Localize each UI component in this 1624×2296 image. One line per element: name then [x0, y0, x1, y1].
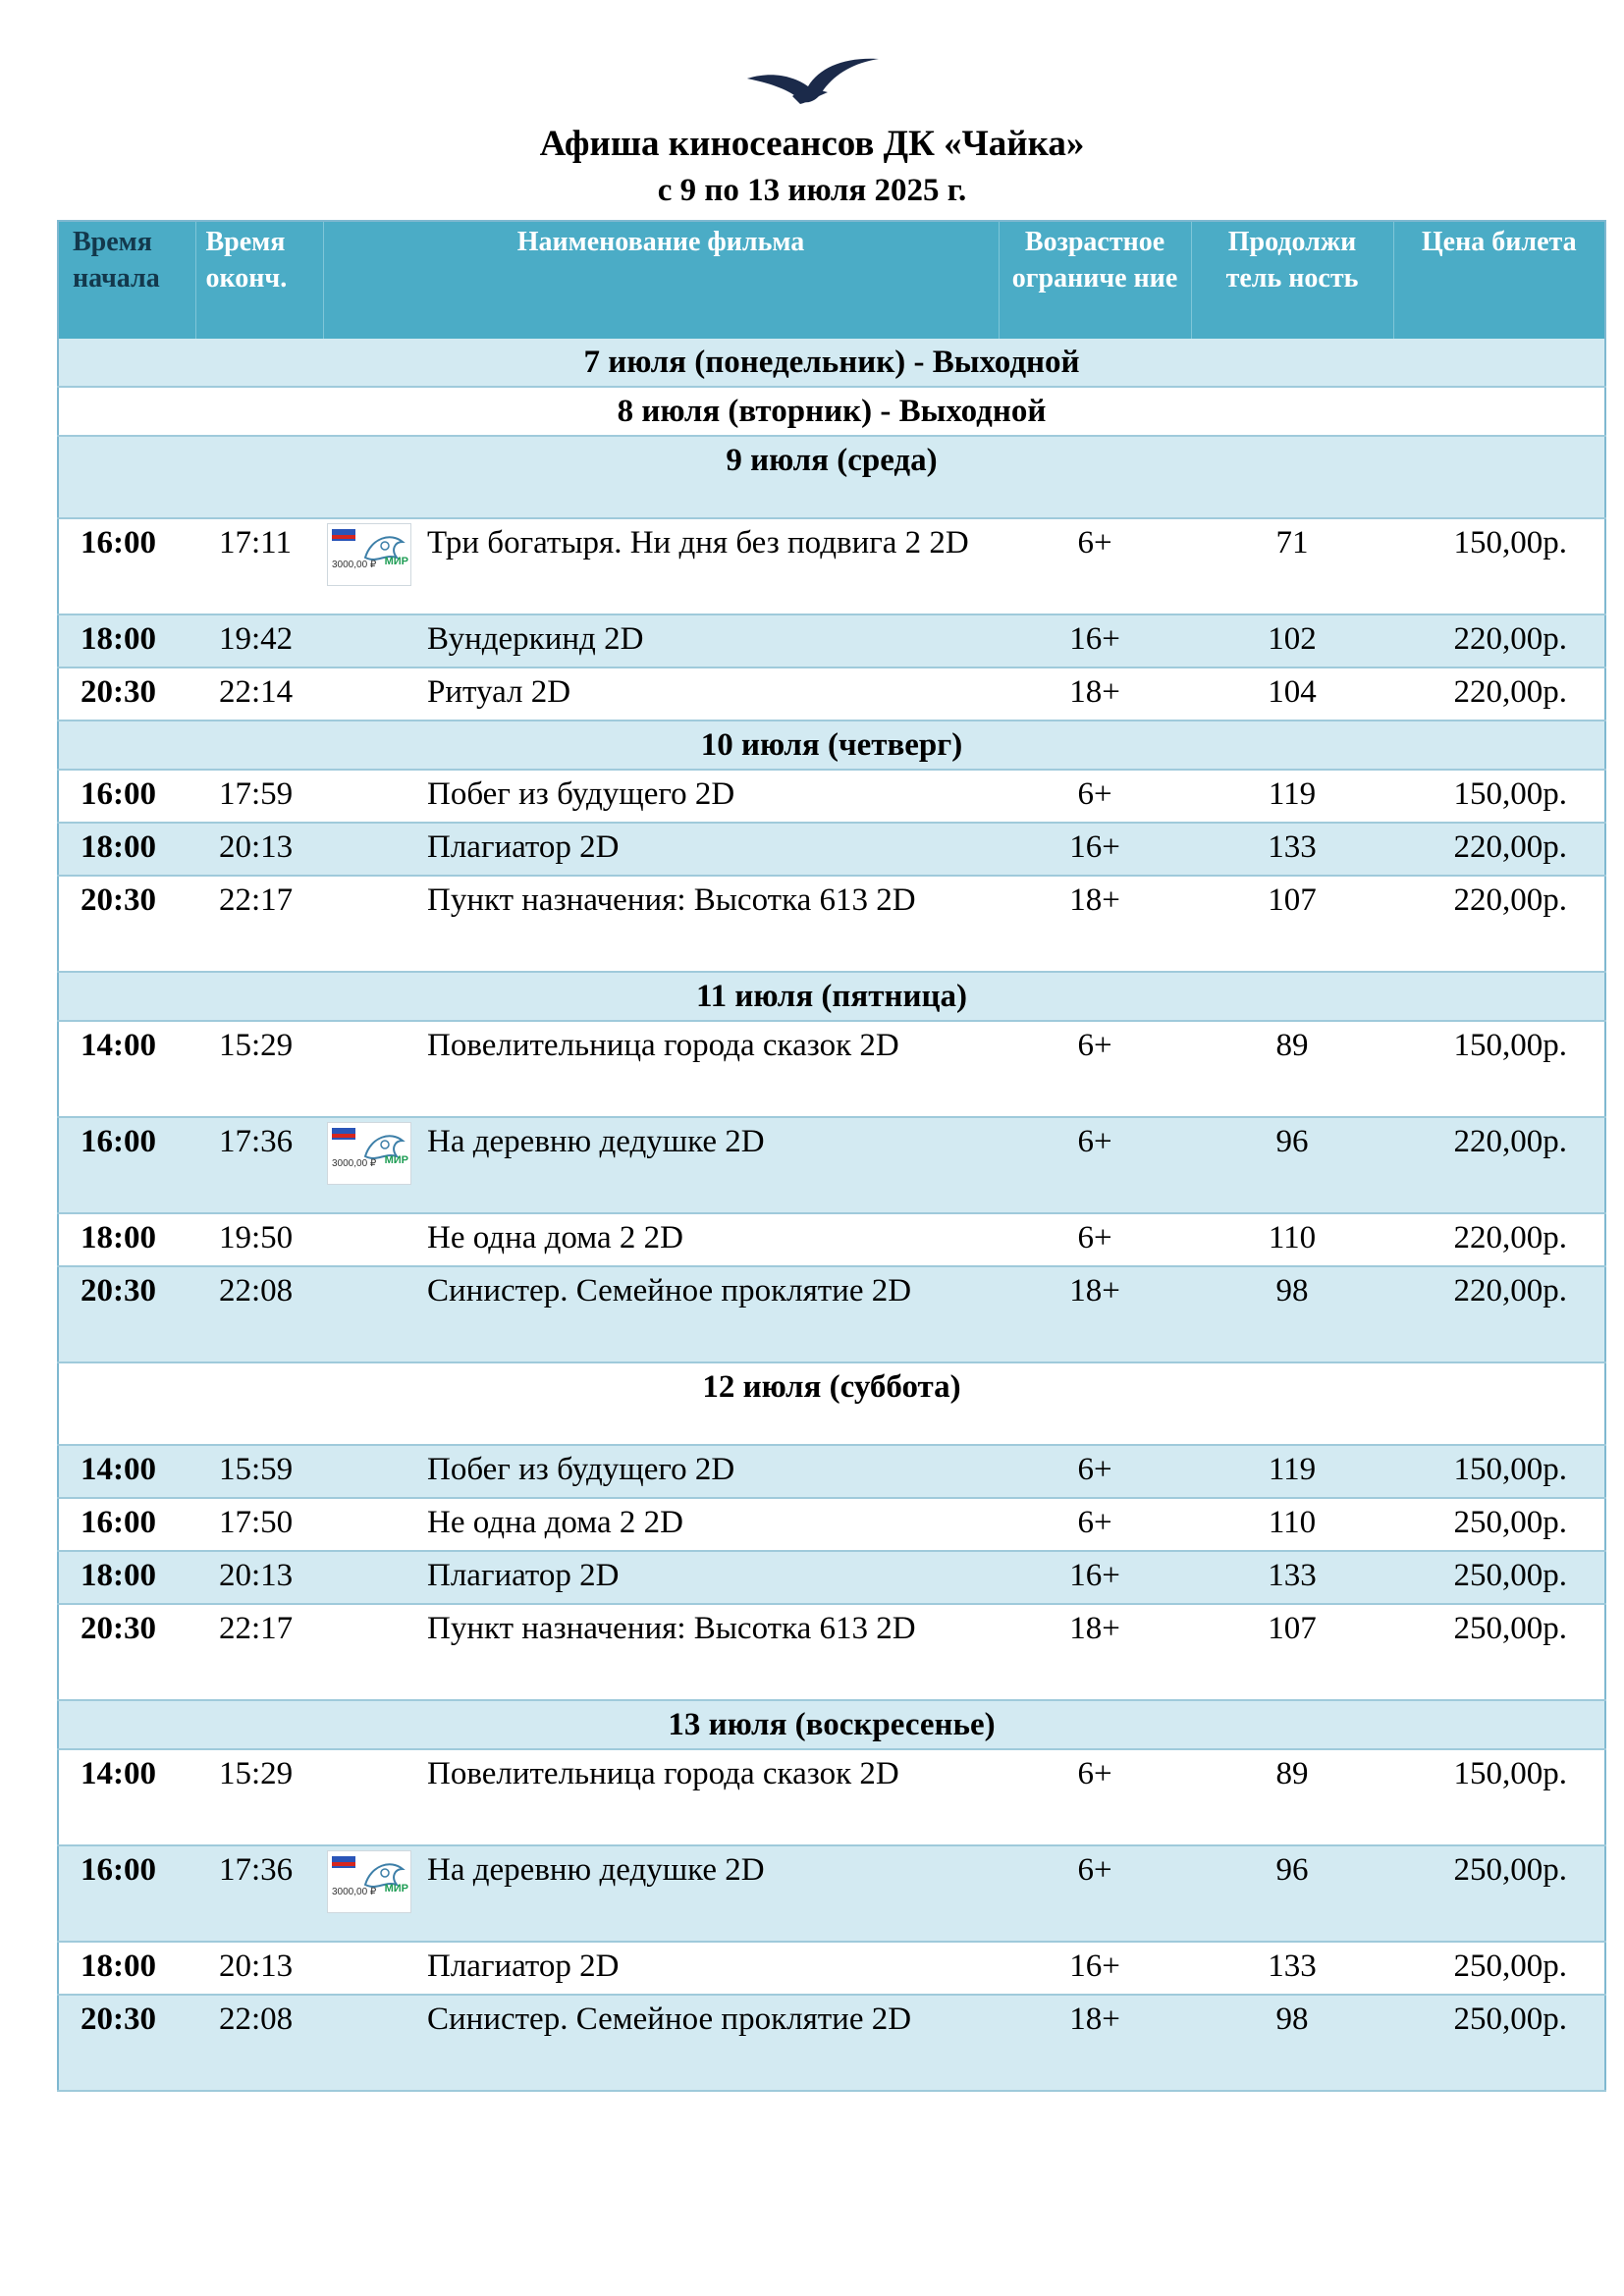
session-row — [58, 1021, 1605, 1117]
day-label: 8 июля (вторник) - Выходной — [58, 387, 1605, 436]
session-promo-cell — [323, 1021, 421, 1117]
session-price: 150,00р. — [1393, 518, 1605, 614]
page-subtitle: с 9 по 13 июля 2025 г. — [657, 173, 967, 208]
session-end-time: 17:36 — [195, 1845, 323, 1942]
session-start-time: 16:00 — [58, 1498, 195, 1551]
session-start-time: 18:00 — [58, 1213, 195, 1266]
session-start-time: 18:00 — [58, 823, 195, 876]
session-price: 220,00р. — [1393, 1213, 1605, 1266]
session-start-time: 18:00 — [58, 1942, 195, 1995]
session-duration: 110 — [1191, 1498, 1393, 1551]
session-price: 250,00р. — [1393, 1845, 1605, 1942]
session-duration: 119 — [1191, 770, 1393, 823]
day-label: 10 июля (четверг) — [58, 721, 1605, 770]
session-duration: 104 — [1191, 667, 1393, 721]
session-duration: 133 — [1191, 823, 1393, 876]
session-end-time: 22:08 — [195, 1266, 323, 1362]
session-price: 250,00р. — [1393, 1604, 1605, 1700]
session-row — [58, 1266, 1605, 1362]
session-duration: 107 — [1191, 1604, 1393, 1700]
session-duration: 98 — [1191, 1266, 1393, 1362]
session-end-time: 22:17 — [195, 876, 323, 972]
session-row — [58, 667, 1605, 721]
session-start-time: 16:00 — [58, 518, 195, 614]
session-film-title: Синистер. Семейное проклятие 2D — [421, 1266, 999, 1362]
session-duration: 102 — [1191, 614, 1393, 667]
session-film-title: Пункт назначения: Высотка 613 2D — [421, 1604, 999, 1700]
session-price: 250,00р. — [1393, 1498, 1605, 1551]
session-price: 250,00р. — [1393, 1995, 1605, 2091]
session-start-time: 18:00 — [58, 614, 195, 667]
card-brand: МИР — [384, 1883, 408, 1895]
column-header-age: Возрастное ограниче ние — [999, 221, 1191, 339]
session-film-title: Три богатыря. Ни дня без подвига 2 2D — [421, 518, 999, 614]
session-row — [58, 614, 1605, 667]
session-start-time: 16:00 — [58, 1845, 195, 1942]
session-price: 220,00р. — [1393, 1266, 1605, 1362]
session-start-time: 16:00 — [58, 1117, 195, 1213]
session-row — [58, 876, 1605, 972]
session-age-rating: 6+ — [999, 1845, 1191, 1942]
session-price: 150,00р. — [1393, 770, 1605, 823]
session-film-title: Синистер. Семейное проклятие 2D — [421, 1995, 999, 2091]
card-brand: МИР — [384, 556, 408, 567]
page-title: Афиша киносеансов ДК «Чайка» — [539, 124, 1085, 164]
session-film-title: Побег из будущего 2D — [421, 770, 999, 823]
session-duration: 71 — [1191, 518, 1393, 614]
session-promo-cell — [323, 1551, 421, 1604]
day-label: 9 июля (среда) — [58, 436, 1605, 518]
session-age-rating: 16+ — [999, 1942, 1191, 1995]
session-price: 220,00р. — [1393, 667, 1605, 721]
session-start-time: 20:30 — [58, 1266, 195, 1362]
session-end-time: 22:17 — [195, 1604, 323, 1700]
session-end-time: 19:42 — [195, 614, 323, 667]
column-header-price: Цена билета — [1393, 221, 1605, 339]
session-age-rating: 18+ — [999, 1995, 1191, 2091]
day-label: 11 июля (пятница) — [58, 972, 1605, 1021]
session-start-time: 18:00 — [58, 1551, 195, 1604]
session-promo-cell — [323, 1445, 421, 1498]
session-duration: 96 — [1191, 1845, 1393, 1942]
column-header-start: Время начала — [58, 221, 195, 339]
session-row — [58, 1845, 1605, 1942]
day-label: 7 июля (понедельник) - Выходной — [58, 339, 1605, 387]
session-film-title: Повелительница города сказок 2D — [421, 1021, 999, 1117]
session-price: 220,00р. — [1393, 1117, 1605, 1213]
session-row — [58, 1445, 1605, 1498]
session-price: 220,00р. — [1393, 614, 1605, 667]
day-header-row — [58, 339, 1605, 387]
session-end-time: 17:59 — [195, 770, 323, 823]
session-film-title: Ритуал 2D — [421, 667, 999, 721]
seagull-logo-icon — [743, 53, 881, 110]
card-amount: 3000,00 ₽ — [332, 1158, 377, 1169]
session-film-title: Повелительница города сказок 2D — [421, 1749, 999, 1845]
session-end-time: 15:29 — [195, 1021, 323, 1117]
column-header-end: Время оконч. — [195, 221, 323, 339]
session-film-title: Вундеркинд 2D — [421, 614, 999, 667]
day-label: 13 июля (воскресенье) — [58, 1700, 1605, 1749]
day-header-row — [58, 1700, 1605, 1749]
session-end-time: 15:59 — [195, 1445, 323, 1498]
session-row — [58, 1942, 1605, 1995]
session-age-rating: 16+ — [999, 614, 1191, 667]
session-duration: 107 — [1191, 876, 1393, 972]
session-row — [58, 1498, 1605, 1551]
session-row — [58, 1117, 1605, 1213]
session-film-title: На деревню дедушке 2D — [421, 1845, 999, 1942]
session-promo-cell — [323, 1266, 421, 1362]
session-start-time: 14:00 — [58, 1445, 195, 1498]
session-start-time: 14:00 — [58, 1021, 195, 1117]
pushkin-card-icon — [327, 1122, 411, 1185]
session-film-title: Плагиатор 2D — [421, 1942, 999, 1995]
pushkin-card-icon — [327, 523, 411, 586]
column-header-film: Наименование фильма — [323, 221, 999, 339]
session-duration: 119 — [1191, 1445, 1393, 1498]
session-duration: 89 — [1191, 1749, 1393, 1845]
session-film-title: Плагиатор 2D — [421, 823, 999, 876]
session-age-rating: 16+ — [999, 1551, 1191, 1604]
day-header-row — [58, 1362, 1605, 1445]
session-row — [58, 823, 1605, 876]
session-end-time: 17:36 — [195, 1117, 323, 1213]
day-header-row — [58, 972, 1605, 1021]
session-promo-cell — [323, 1117, 421, 1213]
session-start-time: 20:30 — [58, 667, 195, 721]
table-header-row — [58, 221, 1605, 339]
session-start-time: 14:00 — [58, 1749, 195, 1845]
session-promo-cell — [323, 667, 421, 721]
day-header-row — [58, 721, 1605, 770]
session-price: 150,00р. — [1393, 1021, 1605, 1117]
session-age-rating: 18+ — [999, 667, 1191, 721]
session-end-time: 17:11 — [195, 518, 323, 614]
session-duration: 133 — [1191, 1942, 1393, 1995]
session-promo-cell — [323, 1942, 421, 1995]
session-end-time: 20:13 — [195, 1942, 323, 1995]
session-film-title: Побег из будущего 2D — [421, 1445, 999, 1498]
session-age-rating: 6+ — [999, 1117, 1191, 1213]
session-start-time: 20:30 — [58, 1604, 195, 1700]
session-promo-cell — [323, 1498, 421, 1551]
session-end-time: 20:13 — [195, 1551, 323, 1604]
session-promo-cell — [323, 770, 421, 823]
column-header-duration: Продолжи тель ность — [1191, 221, 1393, 339]
session-start-time: 20:30 — [58, 1995, 195, 2091]
session-age-rating: 6+ — [999, 1445, 1191, 1498]
session-price: 220,00р. — [1393, 823, 1605, 876]
session-age-rating: 6+ — [999, 770, 1191, 823]
session-row — [58, 518, 1605, 614]
session-end-time: 15:29 — [195, 1749, 323, 1845]
session-promo-cell — [323, 1604, 421, 1700]
session-row — [58, 1551, 1605, 1604]
session-age-rating: 6+ — [999, 1213, 1191, 1266]
session-promo-cell — [323, 1995, 421, 2091]
card-amount: 3000,00 ₽ — [332, 560, 377, 570]
session-price: 150,00р. — [1393, 1749, 1605, 1845]
schedule-table — [57, 220, 1606, 2092]
session-end-time: 22:08 — [195, 1995, 323, 2091]
session-price: 220,00р. — [1393, 876, 1605, 972]
pushkin-card-icon — [327, 1850, 411, 1913]
session-end-time: 22:14 — [195, 667, 323, 721]
schedule-body — [58, 339, 1605, 2091]
session-row — [58, 1604, 1605, 1700]
session-promo-cell — [323, 1213, 421, 1266]
session-price: 250,00р. — [1393, 1551, 1605, 1604]
session-row — [58, 1995, 1605, 2091]
session-age-rating: 18+ — [999, 1266, 1191, 1362]
session-age-rating: 18+ — [999, 1604, 1191, 1700]
card-brand: МИР — [384, 1154, 408, 1166]
session-duration: 96 — [1191, 1117, 1393, 1213]
session-age-rating: 6+ — [999, 1749, 1191, 1845]
session-age-rating: 6+ — [999, 1498, 1191, 1551]
session-promo-cell — [323, 1749, 421, 1845]
session-price: 250,00р. — [1393, 1942, 1605, 1995]
day-label: 12 июля (суббота) — [58, 1362, 1605, 1445]
session-age-rating: 6+ — [999, 1021, 1191, 1117]
session-promo-cell — [323, 614, 421, 667]
session-film-title: На деревню дедушке 2D — [421, 1117, 999, 1213]
session-age-rating: 18+ — [999, 876, 1191, 972]
session-end-time: 17:50 — [195, 1498, 323, 1551]
session-row — [58, 770, 1605, 823]
session-film-title: Не одна дома 2 2D — [421, 1498, 999, 1551]
session-end-time: 19:50 — [195, 1213, 323, 1266]
session-end-time: 20:13 — [195, 823, 323, 876]
session-promo-cell — [323, 876, 421, 972]
session-duration: 98 — [1191, 1995, 1393, 2091]
session-price: 150,00р. — [1393, 1445, 1605, 1498]
session-promo-cell — [323, 823, 421, 876]
card-amount: 3000,00 ₽ — [332, 1887, 377, 1897]
session-promo-cell — [323, 518, 421, 614]
session-age-rating: 16+ — [999, 823, 1191, 876]
session-row — [58, 1749, 1605, 1845]
session-film-title: Не одна дома 2 2D — [421, 1213, 999, 1266]
session-age-rating: 6+ — [999, 518, 1191, 614]
day-header-row — [58, 436, 1605, 518]
session-row — [58, 1213, 1605, 1266]
session-film-title: Пункт назначения: Высотка 613 2D — [421, 876, 999, 972]
session-start-time: 16:00 — [58, 770, 195, 823]
session-start-time: 20:30 — [58, 876, 195, 972]
session-duration: 110 — [1191, 1213, 1393, 1266]
session-duration: 89 — [1191, 1021, 1393, 1117]
session-promo-cell — [323, 1845, 421, 1942]
day-header-row — [58, 387, 1605, 436]
session-duration: 133 — [1191, 1551, 1393, 1604]
session-film-title: Плагиатор 2D — [421, 1551, 999, 1604]
